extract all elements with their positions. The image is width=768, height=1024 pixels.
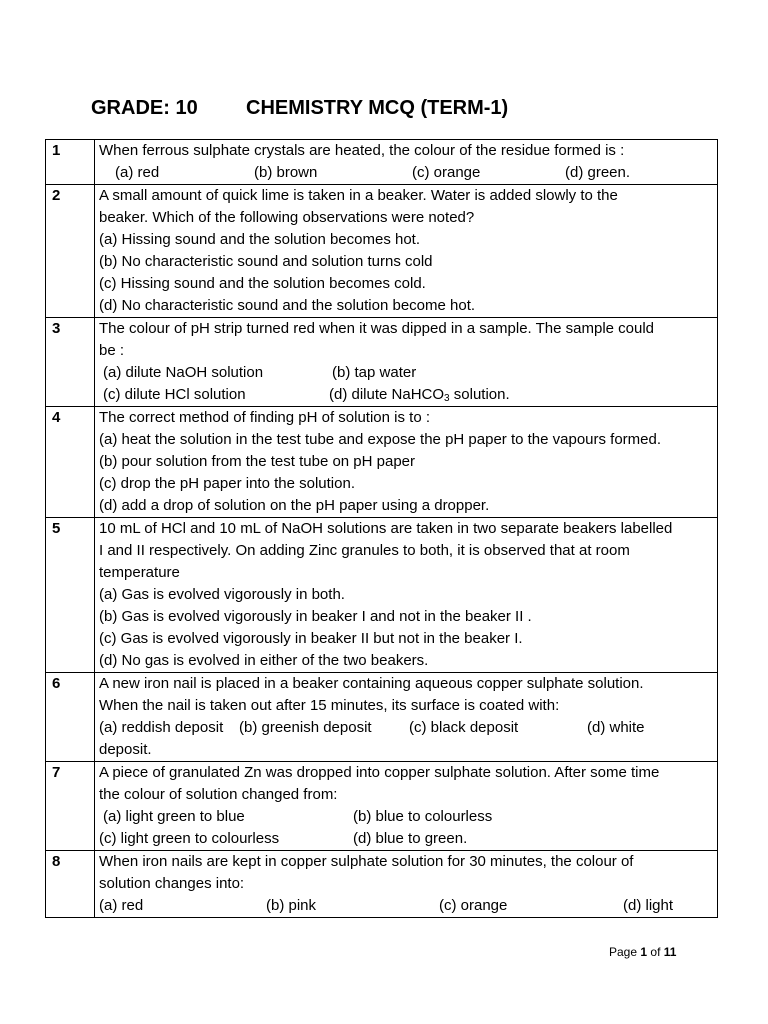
option-b: (b) pour solution from the test tube on pH paper xyxy=(99,453,416,470)
option-c: (c) Gas is evolved vigorously in beaker II but not in the beaker I. xyxy=(99,630,523,647)
question-row-4 xyxy=(46,407,718,518)
option-c: (c) Hissing sound and the solution becomes cold. xyxy=(99,275,426,292)
option-d xyxy=(329,384,510,406)
question-body xyxy=(95,140,718,185)
option-c: (c) orange xyxy=(412,164,481,181)
question-text: beaker. Which of the following observations were noted? xyxy=(99,209,475,226)
option-d: (d) white xyxy=(587,719,645,736)
question-text: When ferrous sulphate crystals are heated, the colour of the residue formed is : xyxy=(99,142,625,159)
option-a: (a) heat the solution in the test tube and expose the pH paper to the vapours formed. xyxy=(99,431,662,448)
question-row-7 xyxy=(46,762,718,851)
question-row-5 xyxy=(46,518,718,673)
question-body xyxy=(95,518,718,673)
option-b: (b) brown xyxy=(254,164,318,181)
options-row xyxy=(99,895,713,917)
question-body xyxy=(95,407,718,518)
question-number: 4 xyxy=(46,407,95,518)
question-body xyxy=(95,673,718,762)
question-number: 1 xyxy=(46,140,95,185)
question-body xyxy=(95,851,718,918)
question-text: The colour of pH strip turned red when it was dipped in a sample. The sample could xyxy=(99,320,655,337)
question-text: I and II respectively. On adding Zinc granules to both, it is observed that at room xyxy=(99,542,630,559)
question-text: solution changes into: xyxy=(99,875,245,892)
options-row xyxy=(99,828,713,850)
option-a: (a) red xyxy=(99,897,144,914)
page-total: 11 xyxy=(663,945,677,959)
option-d: (d) green. xyxy=(565,164,631,181)
subscript: 3 xyxy=(444,393,450,404)
question-text: the colour of solution changed from: xyxy=(99,786,338,803)
option-b: (b) pink xyxy=(266,897,317,914)
option-b: (b) blue to colourless xyxy=(353,808,493,825)
question-text: When iron nails are kept in copper sulphate solution for 30 minutes, the colour of xyxy=(99,853,634,870)
page-word: Page xyxy=(609,945,638,959)
option-a: (a) dilute NaOH solution xyxy=(103,364,264,381)
question-body xyxy=(95,762,718,851)
question-body xyxy=(95,318,718,407)
question-text: temperature xyxy=(99,564,180,581)
option-d: (d) No characteristic sound and the solution become hot. xyxy=(99,297,476,314)
option-d-text: (d) dilute NaHCO xyxy=(329,386,445,403)
option-b: (b) No characteristic sound and solution turns cold xyxy=(99,253,433,270)
option-d-tail: solution. xyxy=(449,386,510,403)
question-number: 6 xyxy=(46,673,95,762)
option-c: (c) black deposit xyxy=(409,719,519,736)
options-row xyxy=(99,162,713,184)
question-number: 5 xyxy=(46,518,95,673)
page-header xyxy=(91,94,509,122)
question-text: A piece of granulated Zn was dropped into copper sulphate solution. After some time xyxy=(99,764,660,781)
question-text: be : xyxy=(99,342,125,359)
option-d: (d) No gas is evolved in either of the two beakers. xyxy=(99,652,429,669)
option-b: (b) greenish deposit xyxy=(239,719,372,736)
option-d-continuation: deposit. xyxy=(99,741,152,758)
question-row-6 xyxy=(46,673,718,762)
question-row-3 xyxy=(46,318,718,407)
question-number: 8 xyxy=(46,851,95,918)
question-body xyxy=(95,185,718,318)
options-row xyxy=(99,362,713,384)
option-d: (d) light xyxy=(623,897,674,914)
option-b: (b) tap water xyxy=(332,364,417,381)
question-text: 10 mL of HCl and 10 mL of NaOH solutions are taken in two separate beakers labelled xyxy=(99,520,673,537)
option-c: (c) orange xyxy=(439,897,508,914)
option-a: (a) red xyxy=(115,164,160,181)
question-row-2 xyxy=(46,185,718,318)
question-text: A small amount of quick lime is taken in a beaker. Water is added slowly to the xyxy=(99,187,618,204)
question-text: A new iron nail is placed in a beaker containing aqueous copper sulphate solution. xyxy=(99,675,644,692)
option-a: (a) reddish deposit xyxy=(99,719,224,736)
grade-title: GRADE: 10 xyxy=(91,97,198,119)
question-row-8 xyxy=(46,851,718,918)
of-word: of xyxy=(650,945,661,959)
option-c: (c) dilute HCl solution xyxy=(103,386,246,403)
question-number: 7 xyxy=(46,762,95,851)
options-row xyxy=(99,806,713,828)
option-b: (b) Gas is evolved vigorously in beaker I and not in the beaker II . xyxy=(99,608,532,625)
option-c: (c) light green to colourless xyxy=(99,830,280,847)
question-text: When the nail is taken out after 15 minutes, its surface is coated with: xyxy=(99,697,560,714)
page-footer xyxy=(609,944,676,960)
options-row xyxy=(99,384,713,406)
question-text: The correct method of finding pH of solution is to : xyxy=(99,409,431,426)
option-c: (c) drop the pH paper into the solution. xyxy=(99,475,355,492)
option-d: (d) blue to green. xyxy=(353,830,468,847)
subject-title: CHEMISTRY MCQ (TERM-1) xyxy=(246,97,509,119)
options-row xyxy=(99,717,713,739)
option-a: (a) Hissing sound and the solution becomes hot. xyxy=(99,231,421,248)
question-number: 3 xyxy=(46,318,95,407)
mcq-table xyxy=(45,139,718,918)
option-a: (a) light green to blue xyxy=(103,808,245,825)
option-d: (d) add a drop of solution on the pH paper using a dropper. xyxy=(99,497,490,514)
page-current: 1 xyxy=(640,945,648,959)
question-row-1 xyxy=(46,140,718,185)
option-a: (a) Gas is evolved vigorously in both. xyxy=(99,586,345,603)
question-number: 2 xyxy=(46,185,95,318)
